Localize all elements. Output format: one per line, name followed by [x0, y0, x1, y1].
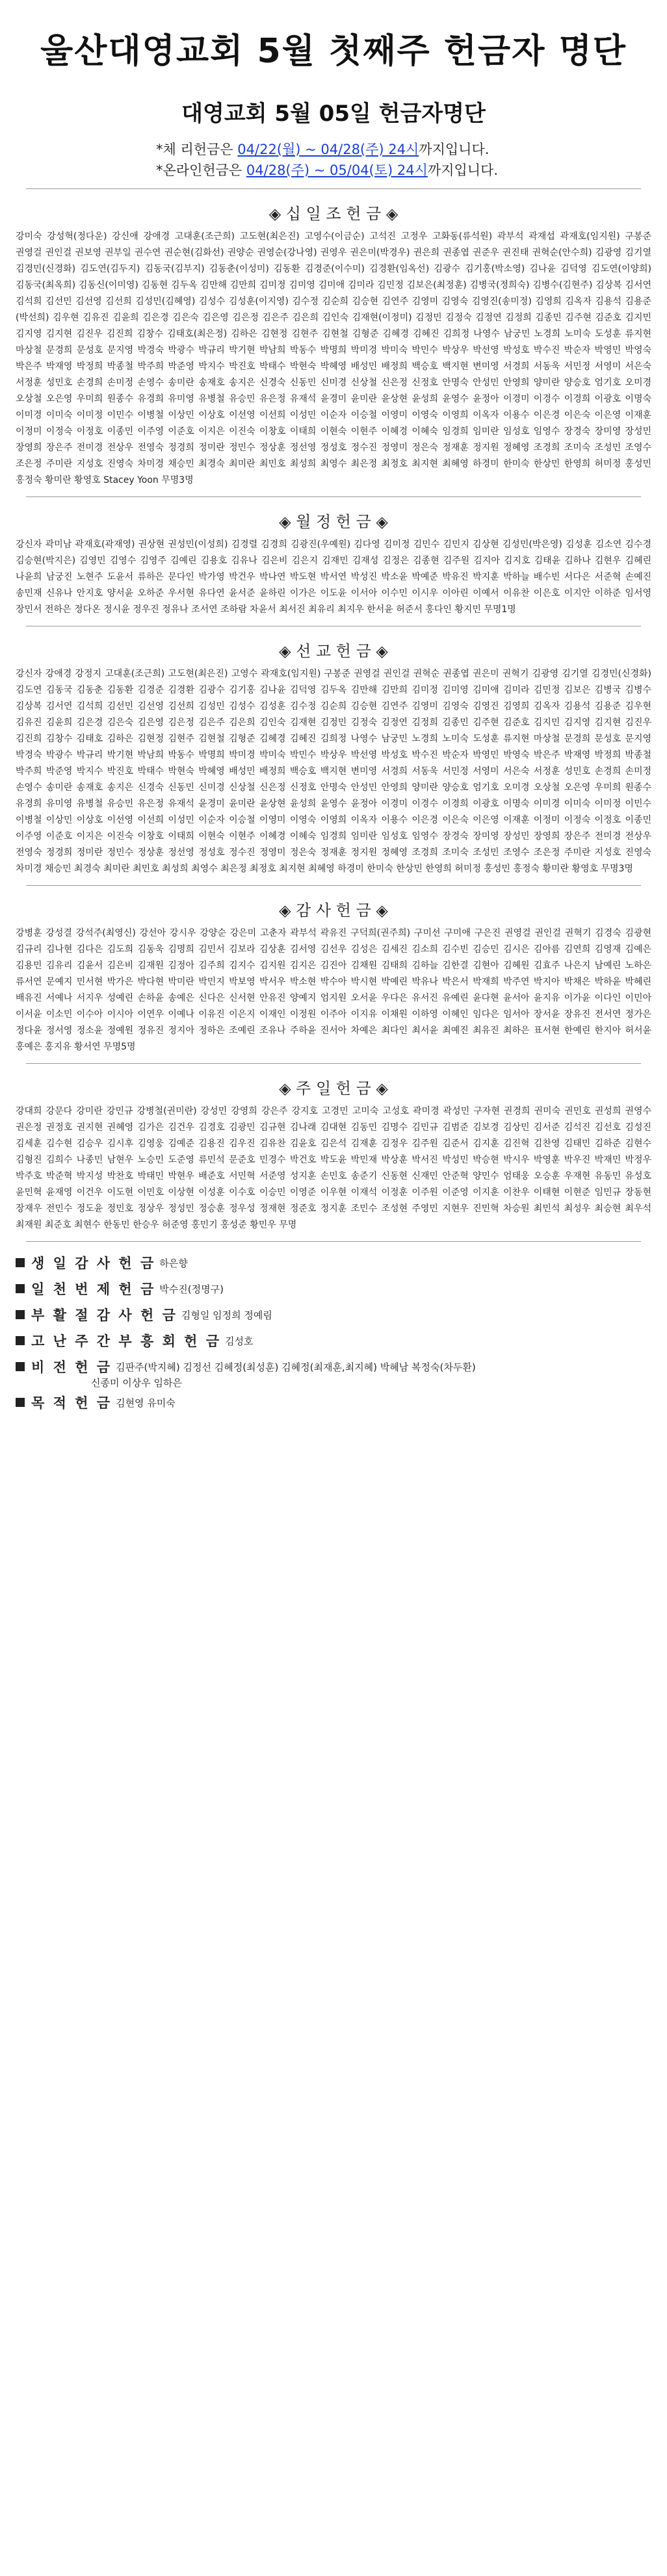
- name-list: 강신자 곽미남 곽재호(곽재영) 권상현 권성민(이성희) 김경렬 김경희 김광진(우예원) 김다영 김미정 김민수 김민지 김상현 김성민(박은영) 김성훈 김소연 김수경 김승현(박지은) 김영민 김영수 김영주 김예린 김용호 김유나 김은비 김은지 김재민 김재성 김정은 김종현 김주원 김지아 김지호 김태윤 김하나 김현우 김혜린 나윤희 남궁진 노현주 도윤서 류하은 문다인 박가영 박건우 박나연 박도현 박서연 박성진 박소윤 박예준 박유진 박지훈 박하늘 배수빈 서다은 서준혁 손예진 송민재 신유나 안지호 양서윤 오하준 우서현 유다연 윤서준 윤하린 이가은 이도윤 이서아 이수민 이시우 이아린 이예서 이유찬 이은호 이지안 이하준 임서영 장민서 전하은 정다온 정시윤 정우진 정유나 조서연 조하람 차윤서 최서진 최유리 최지우 한서윤 허준서 홍다인 황지민 무명1명: [16, 539, 651, 615]
- section-heading: ◈ 감 사 헌 금 ◈: [279, 901, 388, 920]
- notice-offline: [156, 139, 667, 160]
- notice-online-range: 04/28(주) ~ 05/04(토) 24시: [246, 162, 428, 178]
- name-list: 강대희 강문다 강미란 강민규 강병철(권미란) 강성민 강영희 강은주 강지호 고경민 고미숙 고성호 곽미경 곽성민 구자현 권경희 권미숙 권민호 권성희 권영수 권은정 권정호 권지현 권혜영 김가은 김건우 김경호 김광민 김규현 김나래 김대현 김동민 김명수 김민규 김범준 김보경 김상민 김서준 김석진 김선호 김성진 김세훈 김수현 김승우 김시후 김영웅 김예준 김용진 김우진 김유찬 김윤호 김은석 김재훈 김정우 김주원 김준서 김지훈 김진혁 김찬영 김태민 김하준 김현수 김형진 김희수 나종민 남현우 노승민 도준영 류민석 문준호 민경수 박건호 박도윤 박민재 박상훈 박서진 박성민 박승현 박시우 박영훈 박우진 박재민 박정우 박주호 박준혁 박지성 박찬호 박태민 박현우 배준호 서민혁 서준영 성지훈 손민호 송준기 신동현 신재민 안준혁 양민수 엄태웅 오승훈 우재현 유동민 유성호 윤민혁 윤재영 이건우 이도현 이민호 이상현 이성훈 이수호 이승민 이영준 이우현 이재석 이정훈 이주원 이준영 이지훈 이찬우 이태현 이현준 임민규 장동현 장재우 전민수 정도윤 정민호 정상우 정성민 정승훈 정우성 정재현 정준호 정지훈 조민수 조성현 주영민 지현우 진민혁 차승원 최민석 최성우 최승현 최우석 최재원 최준호 최현수 한동민 한승우 허준영 홍민기 홍성준 황민우 무명: [16, 1106, 651, 1230]
- square-bullet-icon: [16, 1310, 25, 1319]
- offering-names: 김현영 유미숙: [116, 1397, 176, 1409]
- offering-label: 일 천 번 제 헌 금: [31, 1282, 156, 1297]
- square-bullet-icon: [16, 1398, 25, 1407]
- offering-row-passion-revival: [16, 1328, 651, 1354]
- square-bullet-icon: [16, 1336, 25, 1345]
- offering-row-thousand: [16, 1276, 651, 1302]
- notice-online-suffix: 까지입니다.: [427, 162, 499, 178]
- offering-label: 생 일 감 사 헌 금: [31, 1256, 156, 1271]
- offering-names: 김형일 임정희 정예림: [181, 1309, 272, 1321]
- section-heading: ◈ 월 정 헌 금 ◈: [279, 513, 388, 531]
- offering-names: 김판주(박지혜) 김정선 김혜정(최성훈) 김혜정(최재훈,최지혜) 박혜남 복정숙(차두환): [116, 1361, 476, 1373]
- divider: [26, 885, 641, 886]
- offering-label: 비 전 헌 금: [31, 1359, 112, 1375]
- name-list: 강미숙 강성혁(정다운) 강신애 강애경 고대훈(조근희) 고도현(최은진) 고영수(이금순) 고석진 고정우 고화동(류석원) 곽부석 곽재섭 곽재호(임지원) 구봉준 권영걸 권인걸 권보영 권부일 권수연 권순현(김화선) 권양순 권영순(강나영) 권영우 권은미(박경우) 권은희 권종엽 권준우 권진태 권혁순(안수희) 김광영 김기열 김경민(신경화) 김도연(김두지) 김동국(김부지) 김동춘(이성미) 김동환 김경준(이수미) 김경환(임옥선) 김광수 김기홍(박소영) 김나윤 김덕영 김도연(이양희) 김동국(최옥희) 김동신(이미영) 김동현 김두옥 김만해 김만희 김미정 김미영 김미애 김미라 김민정 김보은(최정훈) 김병국(정희숙) 김병수(김현주) 김상복 김서연 김석희 김선민 김선영 김선희 김성민(김혜영) 김성수 김성훈(이지영) 김수정 김순희 김승현 김연주 김영미 김영숙 김영진(송미정) 김영희 김옥자 김용석 김용준(박선희) 김우현 김유진 김윤희 김은경 김은숙 김은영 김은정 김은주 김은희 김인숙 김재현(이정미) 김정민 김정숙 김정연 김정희 김종민 김주현 김준호 김지민 김지영 김지현 김진우 김진희 김창수 김태호(최은정) 김하은 김현정 김현주 김현철 김형준 김혜경 김혜진 김희정 나영수 남궁민 노경희 노미숙 도성훈 류지현 마상철 문경희 문성호 문지영 박경숙 박광수 박규리 박기현 박남희 박동수 박명희 박미경 박미숙 박민수 박상우 박선영 박성호 박수진 박순자 박영민 박영숙 박은주 박재영 박정희 박종철 박주희 박준영 박지수 박진호 박태수 박현숙 박혜영 배성민 배정희 백승호 백지현 변미영 서경희 서동욱 서민정 서영미 서은숙 서정훈 성민호 손경희 손미정 손영수 송미란 송재호 송지은 신경숙 신동민 신미경 신상철 신은정 신정호 안명숙 안성민 안영희 양미란 양승호 엄기호 오미경 오상철 오은영 우미희 원종수 유경희 유미영 유병철 유승민 유은정 유재석 윤경미 윤미란 윤상현 윤성희 윤영수 윤정아 이경미 이경수 이경희 이광호 이명숙 이미경 이미숙 이미정 이민수 이병철 이상민 이상호 이선영 이선희 이성민 이순자 이승철 이영미 이영숙 이영희 이옥자 이용수 이은경 이은숙 이은영 이재훈 이정미 이정숙 이정호 이종민 이주영 이준호 이지은 이진숙 이창호 이태희 이현숙 이현주 이혜경 이혜숙 임경희 임미란 임성호 임영수 장경숙 장미영 장성민 장영희 장은주 전미경 전상우 전영숙 정경희 정미란 정민수 정상훈 정선영 정성호 정수진 정영미 정은숙 정재훈 정지원 정혜영 조경희 조미숙 조성민 조영수 조은정 주미란 지성호 진영숙 차미경 채승민 최경숙 최미란 최민호 최성희 최영수 최은정 최정호 최지현 최혜영 하경미 한미숙 한상민 한영희 허미정 홍성민 홍정숙 황미란 황영호 Stacey Yoon 무명3명: [16, 231, 651, 485]
- page-subtitle: 대영교회 5월 05일 헌금자명단: [181, 101, 486, 127]
- name-list: 강신자 강애경 강정지 고대훈(조근희) 고도현(최은진) 고영수 곽재호(임지원) 구봉준 권영걸 권인걸 권혁순 권종엽 권은미 권혁기 김광영 김기열 김경민(신경화) 김도연 김동국 김동춘 김동환 김경준 김경환 김광수 김기홍 김나윤 김덕영 김두옥 김만해 김만희 김미정 김미영 김미애 김미라 김민정 김보은 김병국 김병수 김상복 김서연 김석희 김선민 김선영 김선희 김성민 김성수 김성훈 김수정 김순희 김승현 김연주 김영미 김영숙 김영진 김영희 김옥자 김용석 김용준 김우현 김유진 김윤희 김은경 김은숙 김은영 김은정 김은주 김은희 김인숙 김재현 김정민 김정숙 김정연 김정희 김종민 김주현 김준호 김지민 김지영 김지현 김진우 김진희 김창수 김태호 김하은 김현정 김현주 김현철 김형준 김혜경 김혜진 김희정 나영수 남궁민 노경희 노미숙 도성훈 류지현 마상철 문경희 문성호 문지영 박경숙 박광수 박규리 박기현 박남희 박동수 박명희 박미경 박미숙 박민수 박상우 박선영 박성호 박수진 박순자 박영민 박영숙 박은주 박재영 박정희 박종철 박주희 박준영 박지수 박진호 박태수 박현숙 박혜영 배성민 배정희 백승호 백지현 변미영 서경희 서동욱 서민정 서영미 서은숙 서정훈 성민호 손경희 손미정 손영수 송미란 송재호 송지은 신경숙 신동민 신미경 신상철 신은정 신정호 안명숙 안성민 안영희 양미란 양승호 엄기호 오미경 오상철 오은영 우미희 원종수 유경희 유미영 유병철 유승민 유은정 유재석 윤경미 윤미란 윤상현 윤성희 윤영수 윤정아 이경미 이경수 이경희 이광호 이명숙 이미경 이미숙 이미정 이민수 이병철 이상민 이상호 이선영 이선희 이성민 이순자 이승철 이영미 이영숙 이영희 이옥자 이용수 이은경 이은숙 이은영 이재훈 이정미 이정숙 이정호 이종민 이주영 이준호 이지은 이진숙 이창호 이태희 이현숙 이현주 이혜경 이혜숙 임경희 임미란 임성호 임영수 장경숙 장미영 장성민 장영희 장은주 전미경 전상우 전영숙 정경희 정미란 정민수 정상훈 정선영 정성호 정수진 정영미 정은숙 정재훈 정지원 정혜영 조경희 조미숙 조성민 조영수 조은정 주미란 지성호 진영숙 차미경 채승민 최경숙 최미란 최민호 최성희 최영수 최은정 최정호 최지현 최혜영 하경미 한미숙 한상민 한영희 허미정 홍성민 홍정숙 황미란 황영호 무명3명: [16, 669, 651, 874]
- divider: [26, 496, 641, 497]
- offering-label: 고 난 주 간 부 흥 회 헌 금: [31, 1333, 222, 1349]
- section-monthly: [16, 509, 651, 618]
- section-heading: ◈ 선 교 헌 금 ◈: [279, 642, 388, 660]
- divider: [26, 1241, 641, 1242]
- page-title: 울산대영교회 5월 첫째주 헌금자 명단: [40, 32, 627, 71]
- offering-label: 부 활 절 감 사 헌 금: [31, 1307, 177, 1323]
- section-tithe: [16, 201, 651, 489]
- offering-row-birthday: [16, 1250, 651, 1276]
- notice-online-prefix: *온라인헌금은: [156, 162, 246, 178]
- notice-offline-suffix: 까지입니다.: [419, 142, 490, 157]
- section-thanks: [16, 897, 651, 1055]
- offering-names: 하은향: [159, 1257, 188, 1269]
- section-heading: ◈ 십 일 조 헌 금 ◈: [268, 205, 399, 223]
- section-mission: [16, 638, 651, 877]
- section-heading: ◈ 주 일 헌 금 ◈: [279, 1079, 388, 1098]
- divider: [26, 1063, 641, 1064]
- section-sunday: [16, 1075, 651, 1233]
- notice-offline-prefix: *체 리헌금은: [156, 142, 238, 157]
- notice-block: [156, 139, 667, 181]
- offering-row-purpose: [16, 1389, 651, 1415]
- divider: [26, 188, 641, 189]
- notice-offline-range: 04/22(월) ~ 04/28(주) 24시: [237, 142, 419, 157]
- offering-names-continued: 신종미 이상우 임하은: [91, 1377, 182, 1389]
- notice-online: [156, 160, 667, 181]
- name-list: 강병훈 강성결 강석주(최영신) 강선아 강시우 강양순 강은미 고춘자 곽부석 곽유진 구덕희(권주희) 구미선 구미애 구은진 권영걸 권인걸 권혁기 김경숙 김광현 김규리 김나현 김다은 김도희 김동욱 김명희 김민서 김보라 김상훈 김서영 김선우 김성은 김세진 김소희 김수빈 김승민 김시은 김아름 김연희 김영재 김예은 김용민 김유리 김윤서 김은비 김재원 김정아 김주희 김지수 김지원 김지은 김진아 김채원 김태희 김하늘 김한결 김현아 김혜원 김효주 나은지 남예린 노하은 류서연 문예지 민서현 박가은 박다현 박미란 박민지 박보영 박서우 박소현 박수아 박시현 박예린 박유나 박은서 박재희 박주연 박지아 박채은 박하윤 박혜린 배유진 서예나 서지우 성예린 손하윤 송예은 신다은 신서현 안유진 양예지 엄지원 오서윤 우다은 유서진 유예린 윤다현 윤서아 윤지유 이가윤 이다인 이민아 이서윤 이소민 이수아 이시아 이연우 이예나 이유진 이은지 이재인 이정원 이주아 이지유 이채원 이하영 이혜인 임다은 임서아 장서윤 장유진 전서연 정가은 정다윤 정서영 정소윤 정예원 정유진 정지아 정하은 조예린 조유나 주하윤 진서아 차예은 최다인 최서윤 최예진 최유진 최하은 표서현 한예린 한지아 허서윤 홍예은 홍지유 황서연 무명5명: [16, 928, 651, 1052]
- offering-names: 김성호: [225, 1335, 254, 1347]
- offering-names: 박수진(정명구): [159, 1283, 224, 1295]
- square-bullet-icon: [16, 1258, 25, 1267]
- offering-row-easter: [16, 1302, 651, 1328]
- special-offerings: [16, 1250, 651, 1415]
- offering-label: 목 적 헌 금: [31, 1395, 112, 1411]
- square-bullet-icon: [16, 1362, 25, 1371]
- square-bullet-icon: [16, 1284, 25, 1293]
